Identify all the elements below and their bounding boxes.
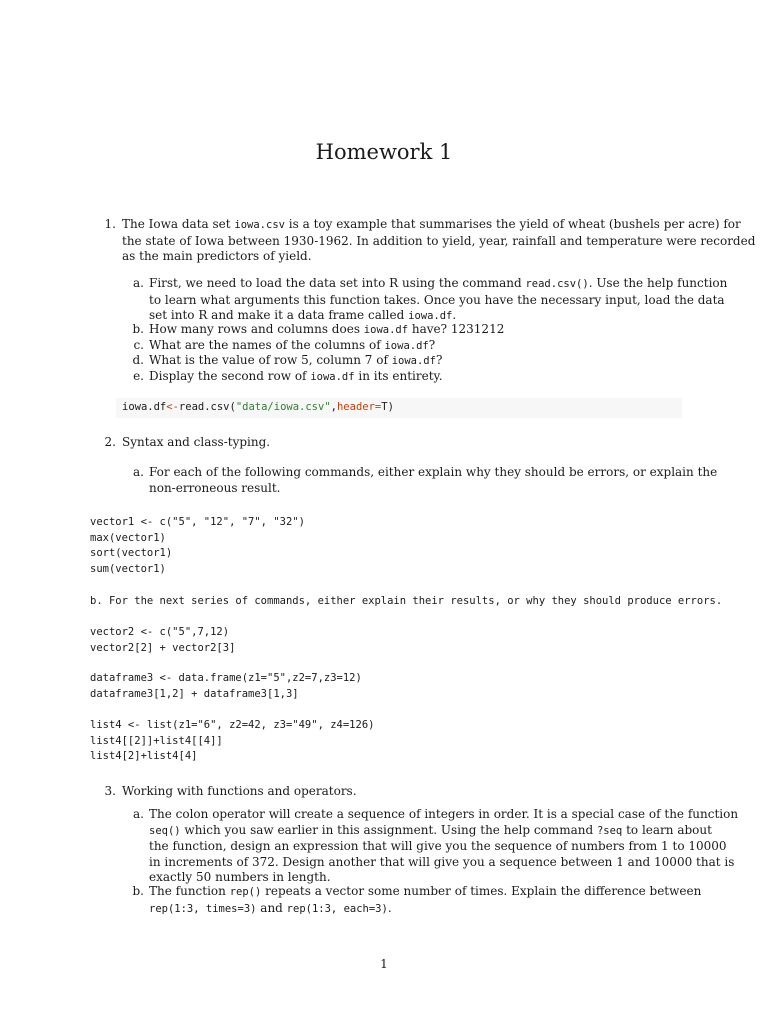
text-run: the function, design an expression that will give you the sequence of numbers from 1 to 10000 xyxy=(149,839,727,853)
inline-code: rep(1:3, each=3) xyxy=(286,902,388,915)
code-function: read.csv( xyxy=(178,401,236,413)
text-line xyxy=(149,481,717,497)
text-line xyxy=(122,234,755,250)
text-line xyxy=(122,249,755,265)
inline-code: iowa.df xyxy=(363,324,409,336)
text-run: in its entirety. xyxy=(354,369,443,383)
text-line xyxy=(149,901,701,918)
text-run: For each of the following commands, either explain why they should be errors, or explain the xyxy=(149,465,718,479)
text-run: the state of Iowa between 1930-1962. In addition to yield, year, rainfall and temperature were recorded xyxy=(122,233,756,248)
text-run: which you saw earlier in this assignment. Using the help command xyxy=(180,822,597,837)
inline-code: iowa.df xyxy=(310,371,355,383)
text-run: First, we need to load the data set into R using the command xyxy=(149,276,526,290)
code-object: iowa.df xyxy=(122,401,167,413)
text-line xyxy=(149,276,727,293)
page-title: Homework 1 xyxy=(315,140,453,164)
code-line: sort(vector1) xyxy=(90,547,173,560)
q1-item-c-letter: c. xyxy=(133,338,144,352)
text-run: What are the names of the columns of xyxy=(149,338,385,352)
code-line: list4 <- list(z1="6", z2=42, z3="49", z4=126) xyxy=(90,719,375,731)
text-line xyxy=(149,823,738,840)
text-line xyxy=(149,855,738,871)
q1-item-b-letter: b. xyxy=(132,322,144,336)
inline-code: iowa.df xyxy=(408,310,453,322)
q3-item-b-letter: b. xyxy=(132,884,144,898)
text-run: non-erroneous result. xyxy=(149,480,281,495)
q1-item-e-letter: e. xyxy=(133,369,144,383)
code-line: max(vector1) xyxy=(90,531,166,544)
text-line xyxy=(149,369,443,386)
code-argument: header= xyxy=(336,401,382,413)
text-run: The Iowa data set xyxy=(122,217,235,231)
code-block-dataframe3 xyxy=(90,671,362,702)
text-run: Display the second row of xyxy=(149,369,311,383)
text-line xyxy=(122,217,755,234)
question-1-number: 1. xyxy=(104,217,116,231)
text-run: Working with functions and operators. xyxy=(122,784,357,798)
code-line: sum(vector1) xyxy=(90,562,166,575)
text-run: ? xyxy=(428,338,436,352)
question-2-number: 2. xyxy=(104,435,116,449)
code-line: vector2[2] + vector2[3] xyxy=(90,641,236,654)
inline-code: iowa.df xyxy=(384,340,429,352)
code-line: list4[[2]]+list4[[4]] xyxy=(90,734,223,747)
code-block-list4 xyxy=(90,718,374,765)
page-number: 1 xyxy=(380,957,388,971)
text-run: The function xyxy=(149,884,230,898)
code-line: dataframe3[1,2] + dataframe3[1,3] xyxy=(90,687,299,700)
text-line xyxy=(149,839,738,855)
text-run: is a toy example that summarises the yield of wheat (bushels per acre) for xyxy=(284,217,741,231)
q2-item-a-text xyxy=(149,465,717,496)
inline-code: iowa.df xyxy=(391,355,436,367)
q3-item-b-text xyxy=(149,884,701,917)
text-run: Syntax and class-typing. xyxy=(122,435,271,449)
text-line xyxy=(122,784,357,800)
text-run: The colon operator will create a sequence of integers in order. It is a special case of the function xyxy=(149,807,739,821)
code-line: dataframe3 <- data.frame(z1="5",z2=7,z3=12) xyxy=(90,672,362,684)
code-assign-arrow: <- xyxy=(166,401,179,413)
text-line xyxy=(149,465,717,481)
question-3-number: 3. xyxy=(104,784,116,798)
code-tail: T) xyxy=(381,401,394,413)
q1-item-a-letter: a. xyxy=(133,276,144,290)
text-line xyxy=(149,807,738,823)
text-run: have? 1231212 xyxy=(408,322,505,336)
q2-item-b-text: b. For the next series of commands, either explain their results, or why they should produce errors. xyxy=(90,595,723,607)
q1-item-d-text xyxy=(149,353,442,370)
q1-item-e-text xyxy=(149,369,443,386)
code-line: vector1 <- c("5", "12", "7", "32") xyxy=(90,516,305,528)
text-run: . xyxy=(387,900,392,915)
q1-item-b-text xyxy=(149,322,504,339)
text-run: set into R and make it a data frame called xyxy=(149,308,409,322)
text-run: . xyxy=(452,308,457,322)
text-line xyxy=(149,322,504,339)
code-line: list4[2]+list4[4] xyxy=(90,750,198,763)
q3-item-a-text xyxy=(149,807,738,886)
text-run: repeats a vector some number of times. Explain the difference between xyxy=(261,884,702,898)
text-line xyxy=(122,435,270,451)
code-block-vector1 xyxy=(90,515,305,577)
code-block-vector2 xyxy=(90,625,235,656)
q1-item-d-letter: d. xyxy=(132,353,144,367)
question-2-text xyxy=(122,435,270,451)
inline-code: read.csv() xyxy=(525,278,589,290)
code-comma: , xyxy=(330,401,337,413)
text-run: to learn about xyxy=(622,822,712,837)
text-run: as the main predictors of yield. xyxy=(122,249,312,263)
code-block-read-csv xyxy=(116,398,682,418)
code-line: vector2 <- c("5",7,12) xyxy=(90,626,230,638)
question-1-text xyxy=(122,217,755,265)
text-run: What is the value of row 5, column 7 of xyxy=(149,353,392,367)
text-run: in increments of 372. Design another that will give you a sequence between 1 and 10000 that is xyxy=(149,854,735,869)
inline-code: iowa.csv xyxy=(234,219,285,231)
text-line xyxy=(149,293,727,309)
code-string: "data/iowa.csv" xyxy=(235,401,331,413)
inline-code: rep() xyxy=(229,886,262,898)
text-run: How many rows and columns does xyxy=(149,322,364,336)
question-3-text xyxy=(122,784,357,800)
text-run: to learn what arguments this function takes. Once you have the necessary input, load the data xyxy=(149,292,725,307)
q1-item-a-text xyxy=(149,276,727,325)
text-run: exactly 50 numbers in length. xyxy=(149,870,331,884)
text-run: . Use the help function xyxy=(588,276,728,290)
code-line xyxy=(122,401,394,413)
text-line xyxy=(149,884,701,901)
text-run: ? xyxy=(435,353,443,367)
q2-item-a-letter: a. xyxy=(133,465,144,479)
text-line xyxy=(149,353,442,370)
inline-code: seq() xyxy=(149,824,181,837)
inline-code: rep(1:3, times=3) xyxy=(149,902,257,915)
inline-code: ?seq xyxy=(596,824,623,837)
text-run: and xyxy=(256,900,287,915)
q3-item-a-letter: a. xyxy=(133,807,144,821)
